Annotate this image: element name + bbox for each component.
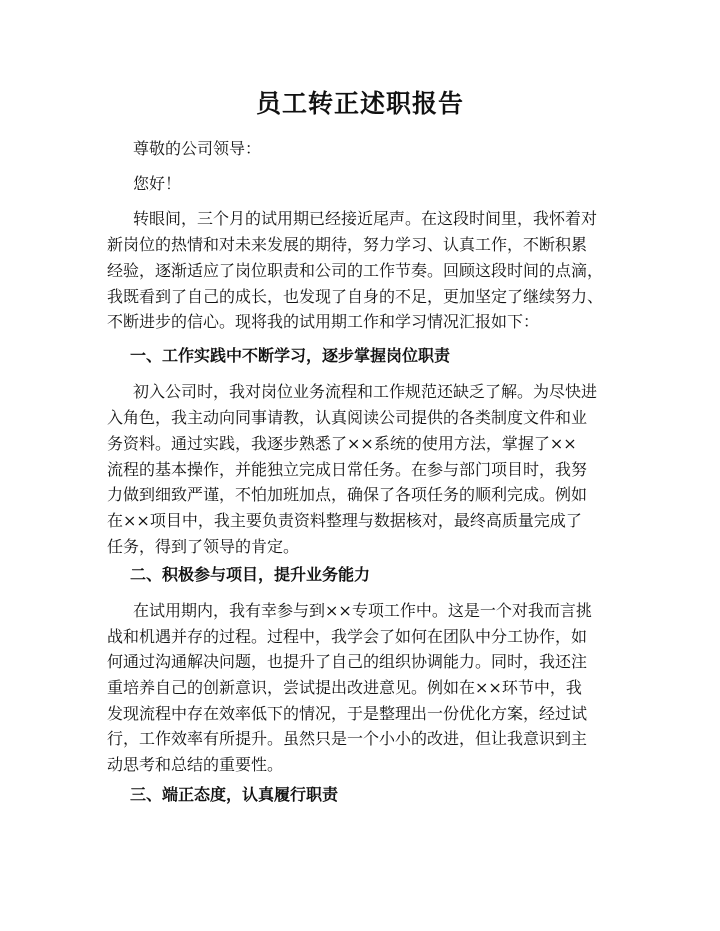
section-line: 初入公司时，我对岗位业务流程和工作规范还缺乏了解。为尽快进	[133, 382, 598, 401]
intro-line: 新岗位的热情和对未来发展的期待，努力学习、认真工作，不断积累	[107, 235, 588, 254]
section-line: 战和机遇并存的过程。过程中，我学会了如何在团队中分工协作，如	[107, 627, 588, 646]
section-line: 动思考和总结的重要性。	[107, 755, 284, 774]
section-line: 发现流程中存在效率低下的情况，于是整理出一份优化方案，经过试	[107, 704, 588, 723]
section-heading: 三、端正态度，认真履行职责	[130, 785, 339, 804]
section-line: 在××项目中，我主要负责资料整理与数据核对，最终高质量完成了	[107, 511, 582, 530]
section-line: 入角色，我主动向同事请教，认真阅读公司提供的各类制度文件和业	[107, 408, 588, 427]
section-line: 重培养自己的创新意识，尝试提出改进意见。例如在××环节中，我	[107, 678, 582, 697]
section-line: 力做到细致严谨，不怕加班加点，确保了各项任务的顺利完成。例如	[107, 485, 588, 504]
section-heading: 一、工作实践中不断学习，逐步掌握岗位职责	[130, 346, 451, 365]
section-heading: 二、积极参与项目，提升业务能力	[130, 565, 371, 584]
section-line: 何通过沟通解决问题，也提升了自己的组织协调能力。同时，我还注	[107, 652, 588, 671]
document-title: 员工转正述职报告	[255, 89, 464, 118]
greeting: 您好！	[133, 174, 182, 193]
section-line: 行，工作效率有所提升。虽然只是一个小小的改进，但让我意识到主	[107, 729, 588, 748]
section-line: 务资料。通过实践，我逐步熟悉了××系统的使用方法，掌握了××	[107, 434, 577, 453]
intro-line: 我既看到了自己的成长，也发现了自身的不足，更加坚定了继续努力、	[107, 287, 604, 306]
intro-line: 经验，逐渐适应了岗位职责和公司的工作节奏。回顾这段时间的点滴，	[107, 261, 604, 280]
section-line: 任务，得到了领导的肯定。	[107, 537, 300, 556]
section-line: 流程的基本操作，并能独立完成日常任务。在参与部门项目时，我努	[107, 460, 588, 479]
intro-line: 转眼间，三个月的试用期已经接近尾声。在这段时间里，我怀着对	[133, 209, 598, 228]
intro-line: 不断进步的信心。现将我的试用期工作和学习情况汇报如下：	[107, 312, 540, 331]
salutation: 尊敬的公司领导：	[133, 139, 262, 158]
section-line: 在试用期内，我有幸参与到××专项工作中。这是一个对我而言挑	[133, 601, 592, 620]
